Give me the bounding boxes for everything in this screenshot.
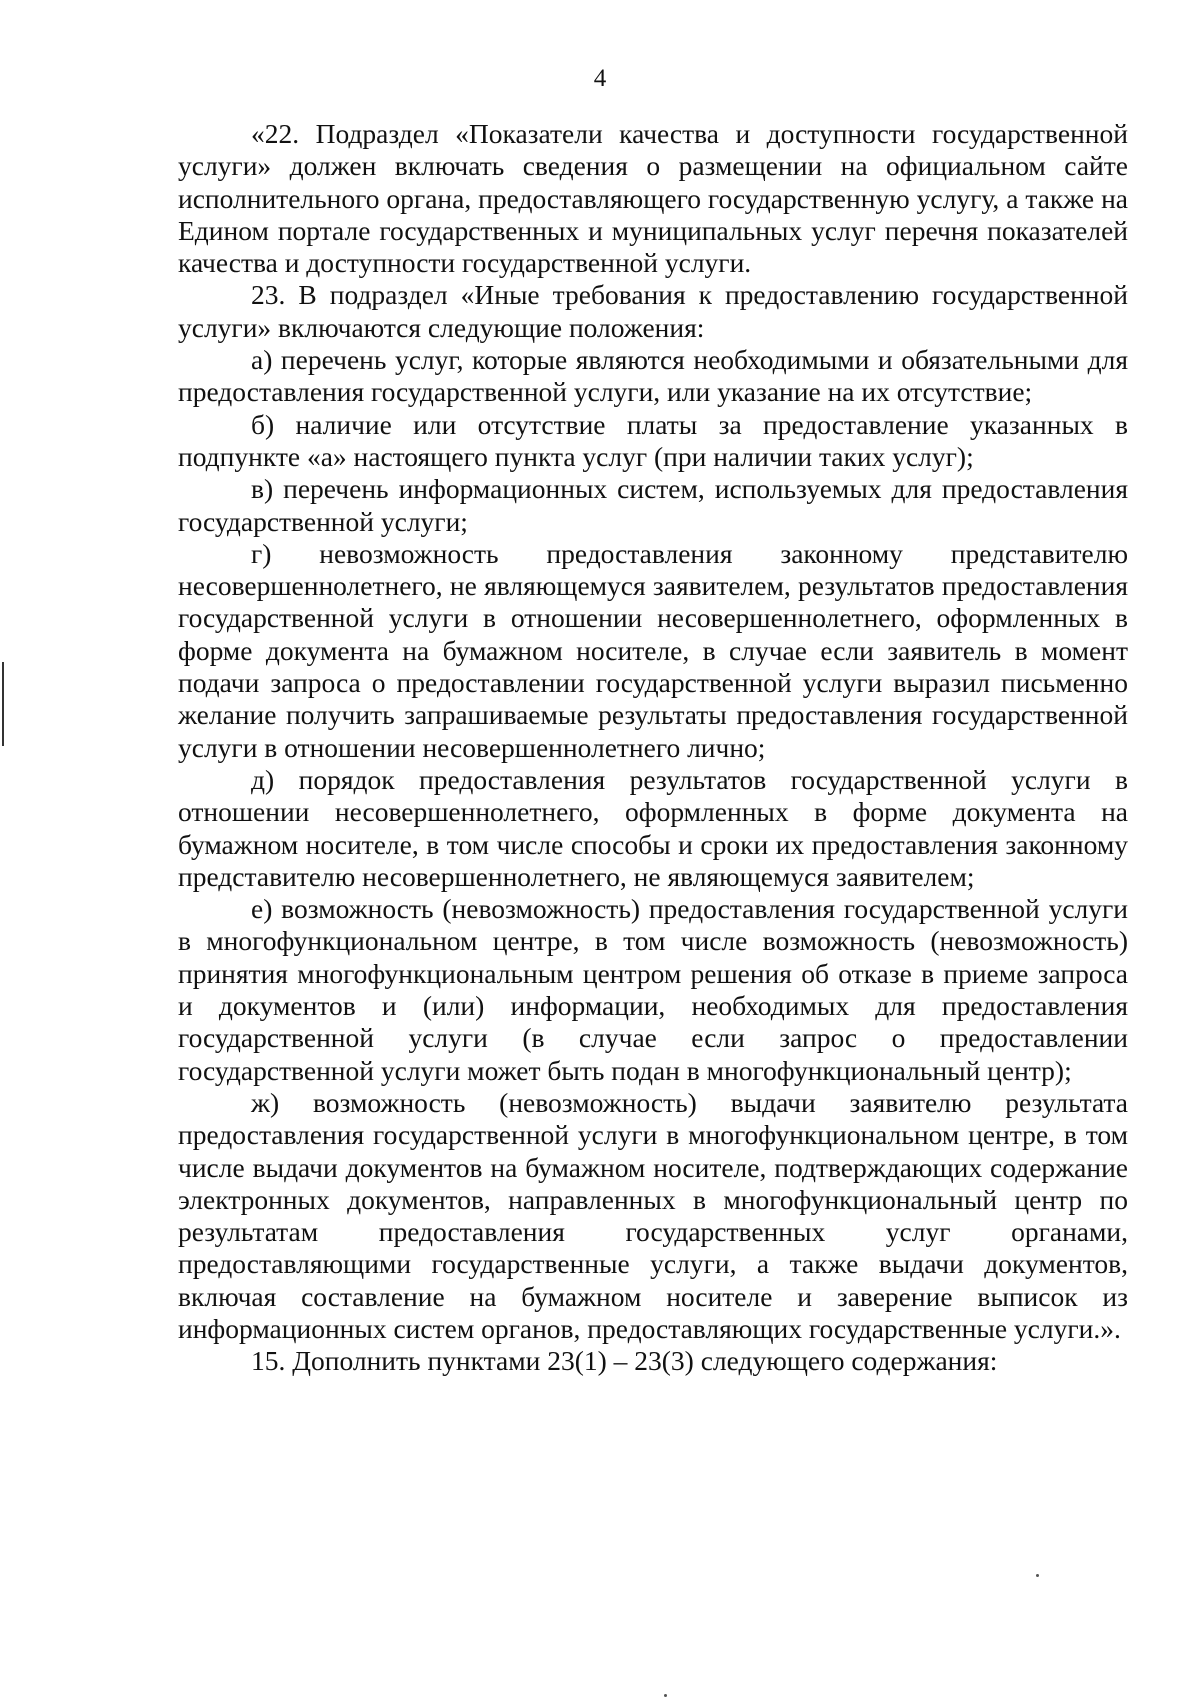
subparagraph-v: в) перечень информационных систем, используемых для предоставления государственной услуги; [178,473,1128,537]
subparagraph-b: б) наличие или отсутствие платы за предоставление указанных в подпункте «а» настоящего пункта услуг (при наличии таких услуг); [178,408,1128,472]
document-body [178,118,1128,1378]
subparagraph-a: а) перечень услуг, которые являются необходимыми и обязательными для предоставления государственной услуги, или указание на их отсутствие; [178,344,1128,408]
paragraph-22: «22. Подраздел «Показатели качества и доступности государственной услуги» должен включать сведения о размещении на официальном сайте исполнительного органа, предоставляющего государственную услугу, а также на Едином портале государственных и муниципальных услуг перечня показателей качества и доступности государственной услуги. [178,118,1128,279]
subparagraph-g: г) невозможность предоставления законному представителю несовершеннолетнего, не являющемуся заявителем, результатов предоставления государственной услуги в отношении несовершеннолетнего, оформленных в форме документа на бумажном носителе, в случае если заявитель в момент подачи запроса о предоставлении государственной услуги выразил письменно желание получить запрашиваемые результаты предоставления государственной услуги в отношении несовершеннолетнего лично; [178,537,1128,763]
subparagraph-zh: ж) возможность (невозможность) выдачи заявителю результата предоставления государственной услуги в многофункциональном центре, в том числе выдачи документов на бумажном носителе, подтверждающих содержание электронных документов, направленных в многофункциональный центр по результатам предоставления государственных услуг органами, предоставляющими государственные услуги, а также выдачи документов, включая составление на бумажном носителе и заверение выписок из информационных систем органов, предоставляющих государственные услуги.». [178,1086,1128,1344]
scan-speck [664,1694,667,1697]
scan-speck [1036,1574,1039,1577]
page-number: 4 [593,65,607,92]
scan-edge-mark [2,662,4,746]
paragraph-15: 15. Дополнить пунктами 23(1) – 23(3) следующего содержания: [251,1345,998,1377]
subparagraph-d: д) порядок предоставления результатов государственной услуги в отношении несовершеннолетнего, оформленных в форме документа на бумажном носителе, в том числе способы и сроки их предоставления законному представителю несовершеннолетнего, не являющемуся заявителем; [178,763,1128,892]
paragraph-23: 23. В подраздел «Иные требования к предоставлению государственной услуги» включаются следующие положения: [178,279,1128,343]
subparagraph-e: е) возможность (невозможность) предоставления государственной услуги в многофункциональном центре, в том числе возможность (невозможность) принятия многофункциональным центром решения об отказе в приеме запроса и документов и (или) информации, необходимых для предоставления государственной услуги (в случае если запрос о предоставлении государственной услуги может быть подан в многофункциональный центр); [178,893,1128,1086]
